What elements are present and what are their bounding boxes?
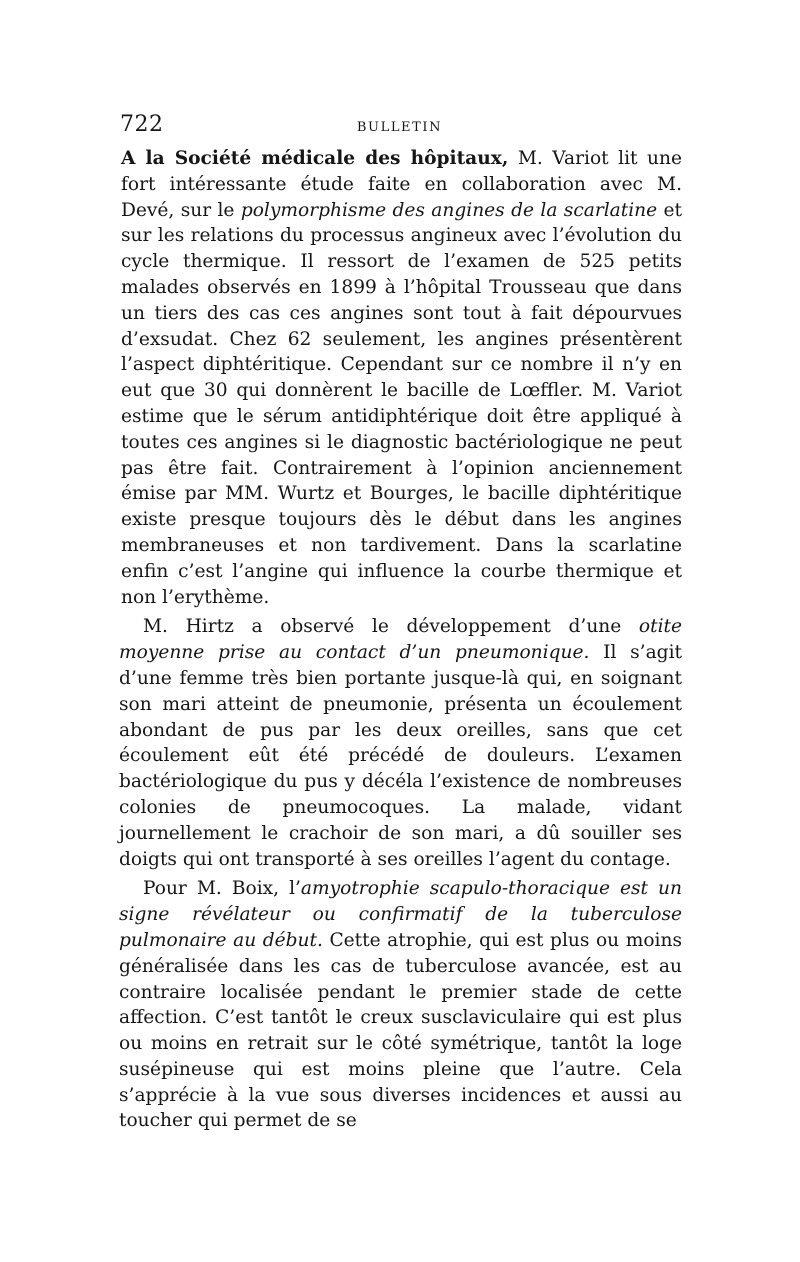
page-number: 722 [120, 112, 164, 137]
paragraph-text: Cette atrophie, qui est plus ou moins généralisée dans les cas de tuberculose avancée, est au contraire localisée pendant le premier stade de cette affection. C’est tantôt le creux susclaviculaire qui est plus ou moins en retrait sur le côté symétrique, tantôt la loge susépineuse qui est moins pleine que l’autre. Cela s’apprécie à la vue sous diverses incidences et aussi au toucher qui permet de se [119, 929, 682, 1132]
paragraph-boix [119, 876, 682, 1134]
lead-heading: A la Société médicale des hôpitaux, [121, 148, 509, 169]
paragraph-societe-medicale [119, 146, 682, 610]
paragraph-text: et sur les relations du processus angineux avec l’évolution du cycle thermique. Il ressort de l’examen de 525 petits malades observés en 1899 à l’hôpital Trousseau que dans un tiers des cas ces angines sont tout à fait dépourvues d’exsudat. Chez 62 seulement, les angines présentèrent l’aspect diphtéritique. Cependant sur ce nombre il n’y en eut que 30 qui donnèrent le bacille de Lœffler. M. Variot estime que le sérum antidiphtérique doit être appliqué à toutes ces angines si le diagnostic bactériologique ne peut pas être fait. Contrairement à l’opinion anciennement émise par MM. Wurtz et Bourges, le bacille diphtéritique existe presque toujours dès le début dans les angines membraneuses et non tardivement. Dans la scarlatine enfin c’est l’angine qui influence la courbe thermique et non l’erythème. [121, 199, 683, 608]
paragraph-text: Pour M. Boix, l’ [143, 878, 301, 900]
paragraph-hirtz [119, 614, 682, 872]
running-head: BULLETIN [356, 120, 443, 135]
italic-title: otite moyenne prise au contact d’un pneumonique. [119, 616, 682, 664]
paragraph-text: M. Variot lit une fort intéressante étude faite en collaboration avec M. Devé, sur le [121, 148, 682, 221]
paragraph-text: Il s’agit d’une femme très bien portante jusque-là qui, en soignant son mari atteint de pneumonie, présenta un écoulement abondant de pus par les deux oreilles, sans que cet écoulement eût été précédé de douleurs. L’examen bactériologique du pus y décéla l’existence de nombreuses colonies de pneumocoques. La malade, vidant journellement le crachoir de son mari, a dû souiller ses doigts qui ont transporté à ses oreilles l’agent du contage. [119, 642, 682, 870]
paragraph-text: M. Hirtz a observé le développement d’une [143, 616, 639, 638]
body-text [119, 146, 682, 1134]
italic-title: polymorphisme des angines de la scarlatine [240, 199, 658, 221]
italic-title: amyotrophie scapulo-thoracique est un signe révélateur ou confirmatif de la tuberculose pulmonaire au début. [119, 878, 682, 951]
page-header [118, 112, 681, 142]
